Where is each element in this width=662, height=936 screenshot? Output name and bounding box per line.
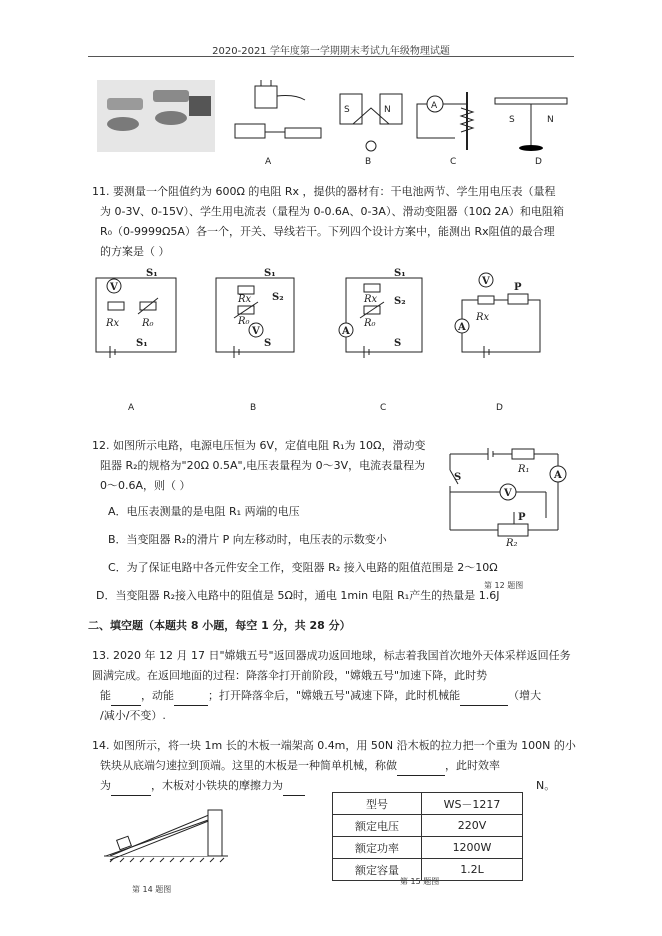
q12-option-d: D．当变阻器 R₂接入电路中的阻值是 5Ω时，通电 1min 电阻 R₁产生的热量是 1.6J [96,589,500,602]
svg-text:Rx: Rx [238,294,252,305]
q13-line3: 能 ，动能 ；打开降落伞后，"嫦娥五号"减速下降，此时机械能 （增大 [100,686,541,706]
q11-line2: 为 0-3V、0-15V）、学生用电流表（量程为 0-0.6A、0-3A）、滑动变阻器（10Ω 2A）和电阻箱 [100,205,564,218]
q14-line3: 为 ，木板对小铁块的摩擦力为 [100,776,305,796]
q13-line2: 圆满完成。在返回地面的过程：降落伞打开前阶段，"嫦娥五号"加速下降，此时势 [92,669,488,682]
svg-text:D: D [496,403,503,413]
circuit-b [216,268,294,413]
svg-text:A: A [554,470,562,481]
table-row: 额定功率 1200W [333,837,523,859]
q12-option-c: C．为了保证电路中各元件安全工作，变阻器 R₂ 接入电路的阻值范围是 2～10Ω [108,561,498,574]
svg-text:R₀: R₀ [142,318,154,329]
svg-text:B: B [250,403,257,413]
svg-text:N: N [384,105,391,115]
svg-text:N: N [547,115,554,125]
fig-label-d: D [535,157,542,167]
svg-text:Rx: Rx [106,318,120,329]
q10-figure [95,72,575,172]
figure-b-magnet [340,94,402,167]
q12-figure-caption: 第 12 题图 [484,581,524,590]
svg-text:V: V [252,326,260,337]
svg-text:R₁: R₁ [518,464,530,475]
svg-text:A: A [431,101,438,111]
q12-option-a: A．电压表测量的是电阻 R₁ 两端的电压 [108,505,300,518]
circuit-c [339,268,422,413]
svg-text:A: A [342,326,350,337]
magnet-toy-photo [97,80,215,152]
circuit-d [455,273,540,413]
figure-c-electromagnet [417,92,473,167]
svg-text:Rx: Rx [476,312,490,323]
svg-text:A: A [458,322,466,333]
q14-line1: 14. 如图所示，将一块 1m 长的木板一端架高 0.4m，用 50N 沿木板的拉力把一个重为 100N 的小 [92,739,576,752]
q12-option-b: B．当变阻器 R₂的滑片 P 向左移动时，电压表的示数变小 [108,533,387,546]
svg-text:S: S [264,338,272,349]
svg-text:S: S [394,338,402,349]
figure-a-circuit [235,80,321,167]
figure-d-compass [495,98,567,167]
blank-kinetic-energy[interactable] [174,693,208,706]
svg-text:S: S [454,472,462,483]
svg-text:P: P [514,282,522,293]
svg-text:Rx: Rx [364,294,378,305]
table-row: 额定电压 220V [333,815,523,837]
svg-text:A: A [128,403,135,413]
svg-text:S₂: S₂ [272,292,284,303]
q12-circuit [438,440,578,550]
fig-label-a: A [265,157,272,167]
q15-spec-table [332,792,523,881]
svg-text:R₀: R₀ [364,318,376,329]
svg-text:S₁: S₁ [136,338,148,349]
blank-mechanical-energy[interactable] [460,693,508,706]
fig-label-c: C [450,157,457,167]
svg-text:R₂: R₂ [506,538,518,549]
q12-line3: 0～0.6A，则（ ） [100,479,191,492]
blank-potential-energy[interactable] [111,693,141,706]
svg-text:S: S [344,105,350,115]
svg-text:S₁: S₁ [394,268,406,279]
q15-figure-caption: 第 15 题图 [400,877,440,886]
table-row: 额定容量 1.2L [333,859,523,881]
q14-incline-figure [104,800,234,864]
blank-efficiency[interactable] [111,783,151,796]
q11-line1: 11. 要测量一个阻值约为 600Ω 的电阻 Rx ，提供的器材有：干电池两节、学生用电压表（量程 [92,185,556,198]
svg-text:V: V [482,276,490,287]
q14-unit: N。 [536,779,556,792]
q14-line2: 铁块从底端匀速拉到顶端。这里的木板是一种简单机械，称做 ，此时效率 [100,756,500,776]
circuit-a [96,268,176,413]
page-header: 2020-2021 学年度第一学期期末考试九年级物理试题 [212,46,450,57]
q14-figure-caption: 第 14 题图 [132,885,172,894]
svg-text:P: P [518,512,526,523]
svg-text:S: S [509,115,515,125]
q12-line2: 阻器 R₂的规格为"20Ω 0.5A",电压表量程为 0～3V，电流表量程为 [100,459,426,472]
q11-circuits [88,264,568,414]
q13-line1: 13. 2020 年 12 月 17 日"嫦娥五号"返回器成功返回地球，标志着我国首次地外天体采样返回任务 [92,649,571,662]
svg-text:V: V [110,282,118,293]
q12-line1: 12. 如图所示电路，电源电压恒为 6V，定值电阻 R₁为 10Ω，滑动变 [92,439,426,452]
table-row: 型号 WS－1217 [333,793,523,815]
svg-text:S₁: S₁ [264,268,276,279]
q11-line4: 的方案是（ ） [100,245,170,258]
section-2-title: 二、填空题（本题共 8 小题，每空 1 分，共 28 分） [88,619,351,632]
header-rule [88,56,574,57]
svg-text:V: V [504,488,512,499]
svg-text:R₀: R₀ [238,316,250,327]
svg-text:S₁: S₁ [146,268,158,279]
q11-line3: R₀（0-9999Ω5A）各一个，开关、导线若干。下列四个设计方案中，能测出 Rx阻值的最合理 [100,225,555,238]
fig-label-b: B [365,157,372,167]
svg-text:S₂: S₂ [394,296,406,307]
svg-text:C: C [380,403,387,413]
q13-line4: /减小/不变）. [100,709,166,722]
blank-friction[interactable] [283,783,305,796]
blank-machine-name[interactable] [397,763,445,776]
